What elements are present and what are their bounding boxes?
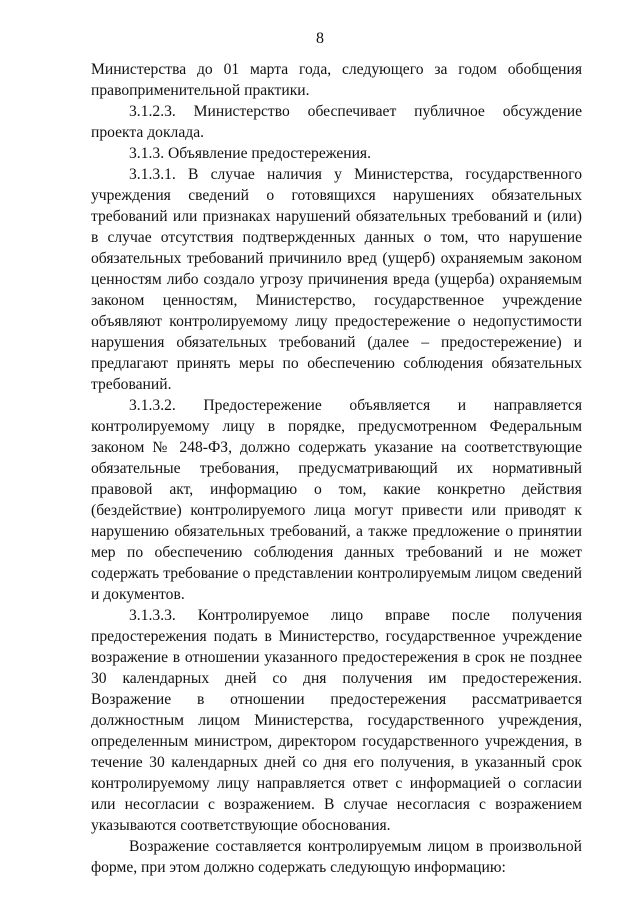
paragraph-3-1-3-2: 3.1.3.2. Предостережение объявляется и направляется контролируемому лицу в порядке, предусмотренном Федеральным законом № 248-ФЗ, должно содержать указание на соответствующие обязательные требования, предусматривающий их нормативный правовой акт, информацию о том, какие конкретно действия (бездействие) контролируемого лица могут привести или приводят к нарушению обязательных требований, а также предложение о принятии мер по обеспечению соблюдения данных требований и не может содержать требование о представлении контролируемым лицом сведений и документов.	[91, 397, 582, 603]
paragraph-3-1-3-3: 3.1.3.3. Контролируемое лицо вправе после получения предостережения подать в Министерство, государственное учреждение возражение в отношении указанного предостережения в срок не позднее 30 календарных дней со дня получения им предостережения. Возражение в отношении предостережения рассматривается должностным лицом Министерства, государственного учреждения, определенным министром, директором государственного учреждения, в течение 30 календарных дней со дня его получения, в указанный срок контролируемому лицу направляется ответ с информацией о согласии или несогласии с возражением. В случае несогласия с возражением указываются соответствующие обоснования.	[91, 607, 582, 834]
paragraph-3-1-3-1: 3.1.3.1. В случае наличия у Министерства, государственного учреждения сведений о готовящихся нарушениях обязательных требований или признаках нарушений обязательных требований и (или) в случае отсутствия подтвержденных данных о том, что нарушение обязательных требований причинило вред (ущерб) охраняемым законом ценностям либо создало угрозу причинения вреда (ущерба) охраняемым законом ценностям, Министерство, государственное учреждение объявляют контролируемому лицу предостережение о недопустимости нарушения обязательных требований (далее – предостережение) и предлагают принять меры по обеспечению соблюдения обязательных требований.	[91, 166, 582, 393]
section-heading-3-1-3: 3.1.3. Объявление предостережения.	[129, 145, 371, 162]
paragraph-continuation: Министерства до 01 марта года, следующего за годом обобщения правоприменительной практики.	[91, 61, 582, 99]
document-body	[91, 59, 582, 878]
paragraph-objection-form: Возражение составляется контролируемым лицом в произвольной форме, при этом должно содержать следующую информацию:	[91, 838, 582, 876]
paragraph-3-1-2-3: 3.1.2.3. Министерство обеспечивает публичное обсуждение проекта доклада.	[91, 103, 582, 141]
page-number: 8	[316, 30, 324, 47]
